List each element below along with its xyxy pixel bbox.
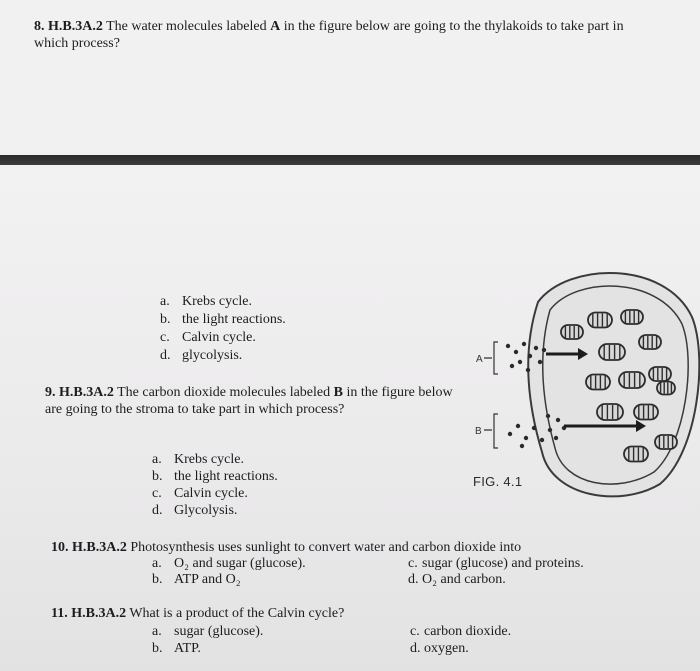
q11-option-c[interactable] (410, 623, 511, 640)
standard-code: H.B.3A.2 (71, 606, 127, 621)
option-text: oxygen. (424, 641, 469, 656)
q11-option-b[interactable] (152, 640, 201, 657)
option-text: sugar (glucose) and proteins. (422, 556, 584, 571)
molecule-dot (542, 348, 546, 352)
question-number: 9. (45, 385, 56, 400)
molecule-dot (518, 360, 522, 364)
granum-stack (621, 310, 643, 324)
molecule-dot (546, 414, 550, 418)
option-letter: c. (160, 330, 170, 345)
q8-option-d[interactable] (160, 347, 242, 364)
q9-option-b[interactable] (152, 468, 278, 485)
granum-stack (655, 435, 677, 449)
molecule-dot (548, 428, 552, 432)
label-b: B (475, 426, 482, 437)
question-9-prompt (45, 384, 455, 418)
question-8-prompt (34, 18, 644, 52)
option-letter: b. (160, 312, 171, 327)
molecule-dot (532, 426, 536, 430)
molecule-dot (522, 342, 526, 346)
option-text: Calvin cycle. (174, 486, 248, 501)
granum-stack (649, 367, 671, 381)
question-number: 11. (51, 606, 68, 621)
granum-stack (624, 447, 648, 462)
q9-option-c[interactable] (152, 485, 248, 502)
molecule-dot (516, 424, 520, 428)
option-letter: a. (152, 452, 162, 467)
option-letter: d. (408, 572, 419, 587)
granum-stack (657, 382, 675, 395)
q10-option-c[interactable] (408, 555, 584, 572)
question-number: 10. (51, 540, 69, 555)
option-letter: c. (408, 556, 418, 571)
granum-stack (619, 372, 645, 388)
option-letter: a. (152, 556, 162, 571)
question-number: 8. (34, 19, 45, 34)
granum-stack (561, 325, 583, 339)
q10-option-d[interactable] (408, 571, 506, 588)
q8-option-b[interactable] (160, 311, 286, 328)
q9-option-a[interactable] (152, 451, 244, 468)
option-letter: b. (152, 641, 163, 656)
question-text: Photosynthesis uses sunlight to convert water and carbon dioxide into (126, 540, 522, 555)
question-text: The water molecules labeled (102, 19, 271, 34)
question-text: in the figure below are going to the stroma to take part in which process? (45, 385, 453, 417)
q11-option-a[interactable] (152, 623, 263, 640)
molecule-dot (508, 432, 512, 436)
molecule-dot (510, 364, 514, 368)
figure-caption: FIG. 4.1 (473, 474, 523, 489)
chloroplast-figure (460, 262, 700, 502)
q8-option-c[interactable] (160, 329, 256, 346)
standard-code: H.B.3A.2 (72, 540, 127, 555)
molecule-dot (520, 444, 524, 448)
option-letter: a. (152, 624, 162, 639)
granum-stack (639, 335, 661, 349)
option-letter: a. (160, 294, 170, 309)
option-text: the light reactions. (182, 312, 286, 327)
q11-option-d[interactable] (410, 640, 469, 657)
option-letter: b. (152, 572, 163, 587)
option-letter: c. (152, 486, 162, 501)
option-letter: d. (160, 348, 171, 363)
option-text: Calvin cycle. (182, 330, 256, 345)
option-letter: c. (410, 624, 420, 639)
question-text: The carbon dioxide molecules labeled (113, 385, 334, 400)
granum-stack (586, 375, 610, 390)
granum-stack (634, 405, 658, 420)
question-11-prompt (51, 605, 651, 622)
label-a: A (476, 354, 483, 365)
molecule-dot (556, 418, 560, 422)
option-letter: d. (410, 641, 421, 656)
molecule-dot (506, 344, 510, 348)
option-text: ATP and O₂ (174, 572, 241, 587)
q9-option-d[interactable] (152, 502, 237, 519)
option-text: glycolysis. (182, 348, 243, 363)
option-letter: b. (152, 469, 163, 484)
q10-option-a[interactable] (152, 555, 306, 572)
question-10-prompt (51, 539, 651, 556)
q8-option-a[interactable] (160, 293, 252, 310)
q10-option-b[interactable] (152, 571, 241, 588)
molecule-dot (554, 436, 558, 440)
granum-stack (597, 404, 623, 420)
label-b-bracket (484, 414, 498, 448)
molecule-dot (538, 360, 542, 364)
page-divider (0, 155, 700, 165)
molecule-dot (528, 354, 532, 358)
granum-stack (588, 313, 612, 328)
molecule-dot (540, 438, 544, 442)
option-text: O₂ and sugar (glucose). (174, 556, 306, 571)
question-text: in the figure below are going to the thylakoids to take part in which process? (34, 19, 624, 51)
option-text: Krebs cycle. (174, 452, 244, 467)
standard-code: H.B.3A.2 (48, 19, 103, 34)
label-a-bracket (484, 342, 498, 374)
granum-stack (599, 344, 625, 360)
molecule-dot (514, 350, 518, 354)
molecule-dot (526, 368, 530, 372)
option-letter: d. (152, 503, 163, 518)
molecule-dot (534, 346, 538, 350)
option-text: the light reactions. (174, 469, 278, 484)
molecule-dot (524, 436, 528, 440)
option-text: O₂ and carbon. (422, 572, 506, 587)
molecule-label: A (270, 19, 281, 34)
option-text: Glycolysis. (174, 503, 238, 518)
question-text: What is a product of the Calvin cycle? (126, 606, 345, 621)
standard-code: H.B.3A.2 (59, 385, 114, 400)
option-text: sugar (glucose). (174, 624, 264, 639)
molecule-label: B (333, 385, 343, 400)
option-text: ATP. (174, 641, 201, 656)
option-text: Krebs cycle. (182, 294, 252, 309)
option-text: carbon dioxide. (424, 624, 512, 639)
